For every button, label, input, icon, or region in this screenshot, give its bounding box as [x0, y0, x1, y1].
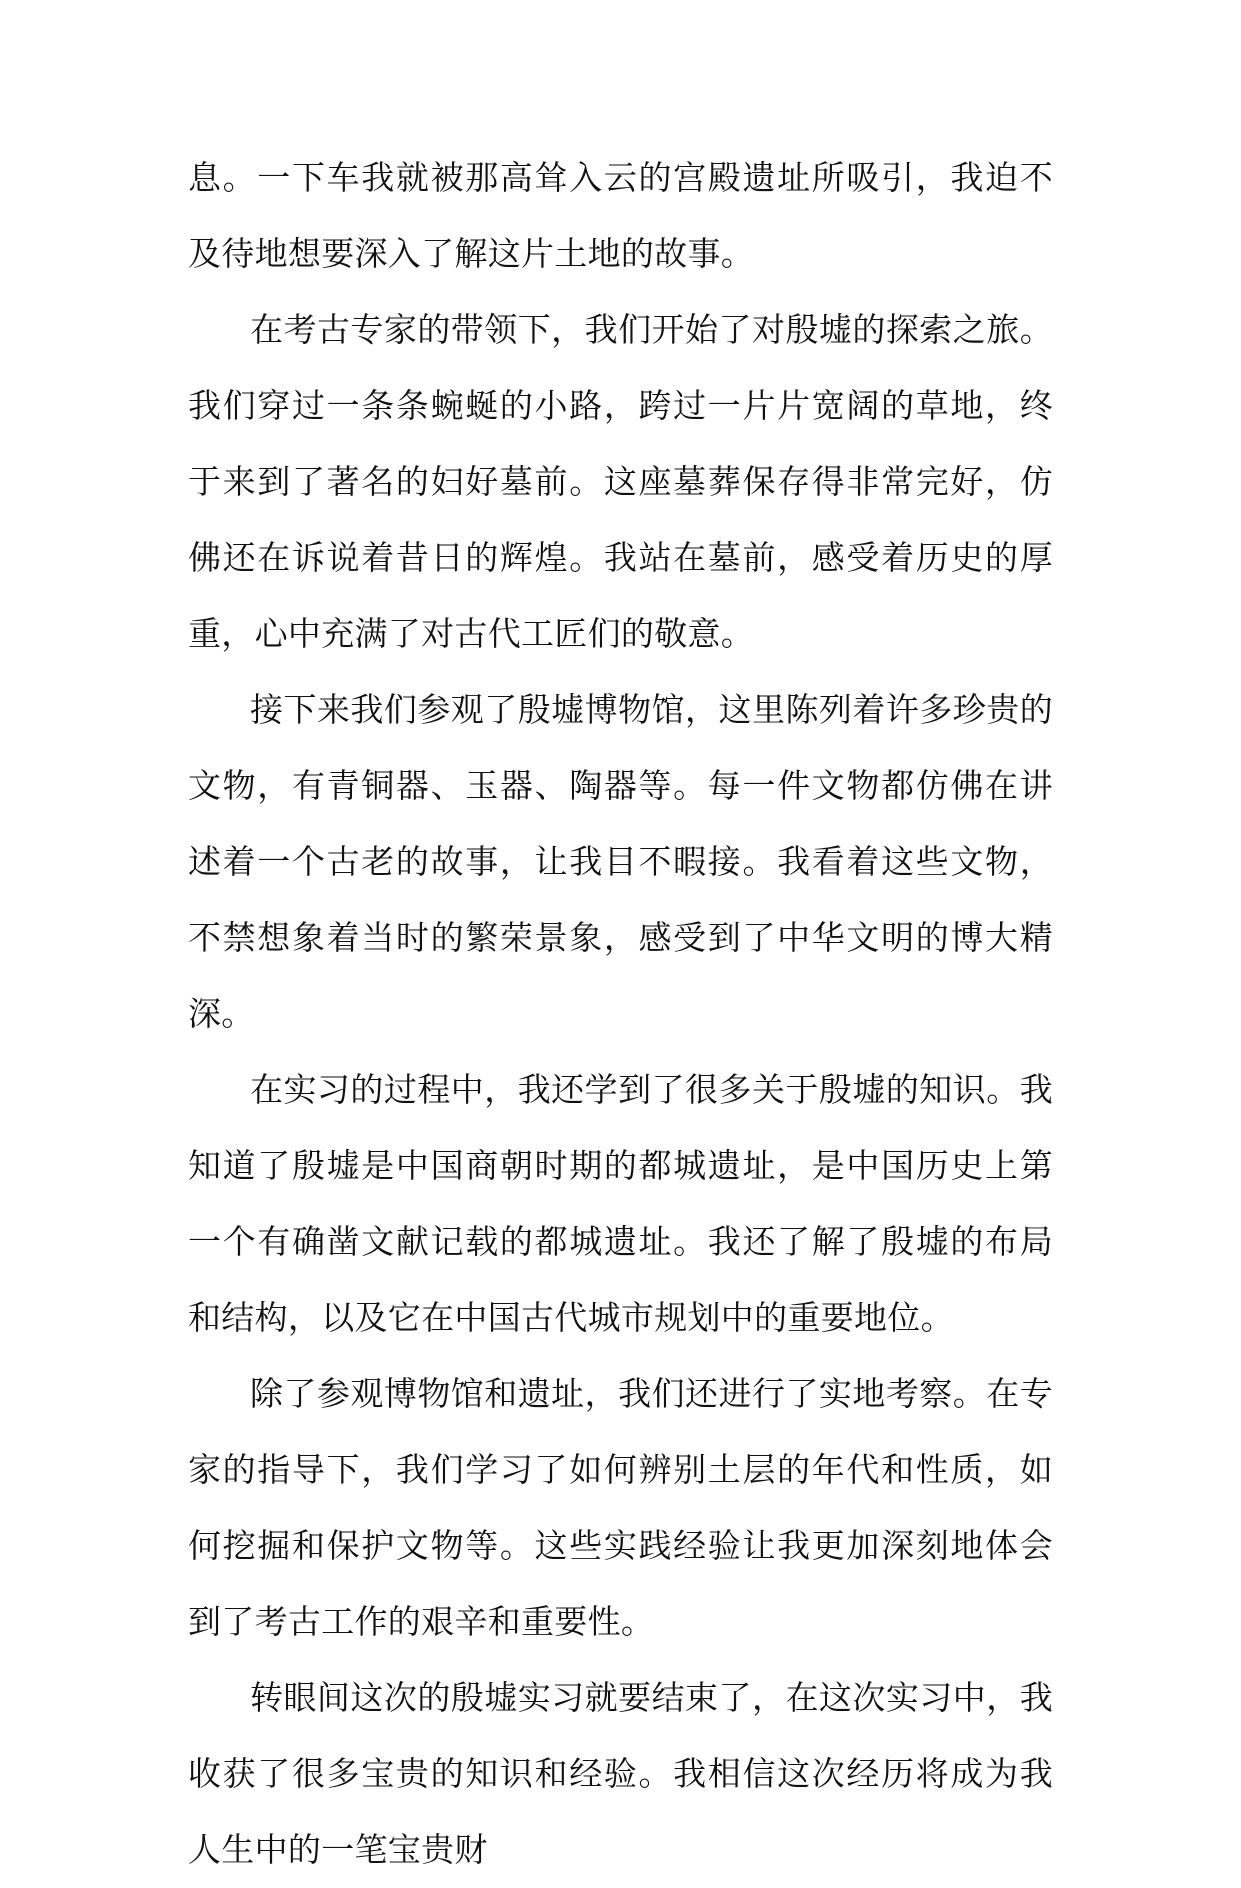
paragraph: 转眼间这次的殷墟实习就要结束了，在这次实习中，我收获了很多宝贵的知识和经验。我相信这次经历将成为我人生中的一笔宝贵财 — [188, 1678, 1053, 1869]
paragraph: 息。一下车我就被那高耸入云的宫殿遗址所吸引，我迫不及待地想要深入了解这片土地的故事。 — [188, 158, 1053, 273]
paragraph: 接下来我们参观了殷墟博物馆，这里陈列着许多珍贵的文物，有青铜器、玉器、陶器等。每一件文物都仿佛在讲述着一个古老的故事，让我目不暇接。我看着这些文物，不禁想象着当时的繁荣景象，感受到了中华文明的博大精深。 — [188, 690, 1053, 1033]
paragraph: 在考古专家的带领下，我们开始了对殷墟的探索之旅。我们穿过一条条蜿蜒的小路，跨过一片片宽阔的草地，终于来到了著名的妇好墓前。这座墓葬保存得非常完好，仿佛还在诉说着昔日的辉煌。我站在墓前，感受着历史的厚重，心中充满了对古代工匠们的敬意。 — [188, 310, 1053, 653]
paragraph: 在实习的过程中，我还学到了很多关于殷墟的知识。我知道了殷墟是中国商朝时期的都城遗址，是中国历史上第一个有确凿文献记载的都城遗址。我还了解了殷墟的布局和结构，以及它在中国古代城市规划中的重要地位。 — [188, 1070, 1053, 1337]
paragraph: 除了参观博物馆和遗址，我们还进行了实地考察。在专家的指导下，我们学习了如何辨别土层的年代和性质，如何挖掘和保护文物等。这些实践经验让我更加深刻地体会到了考古工作的艰辛和重要性。 — [188, 1374, 1053, 1641]
document-body — [188, 140, 1053, 1888]
